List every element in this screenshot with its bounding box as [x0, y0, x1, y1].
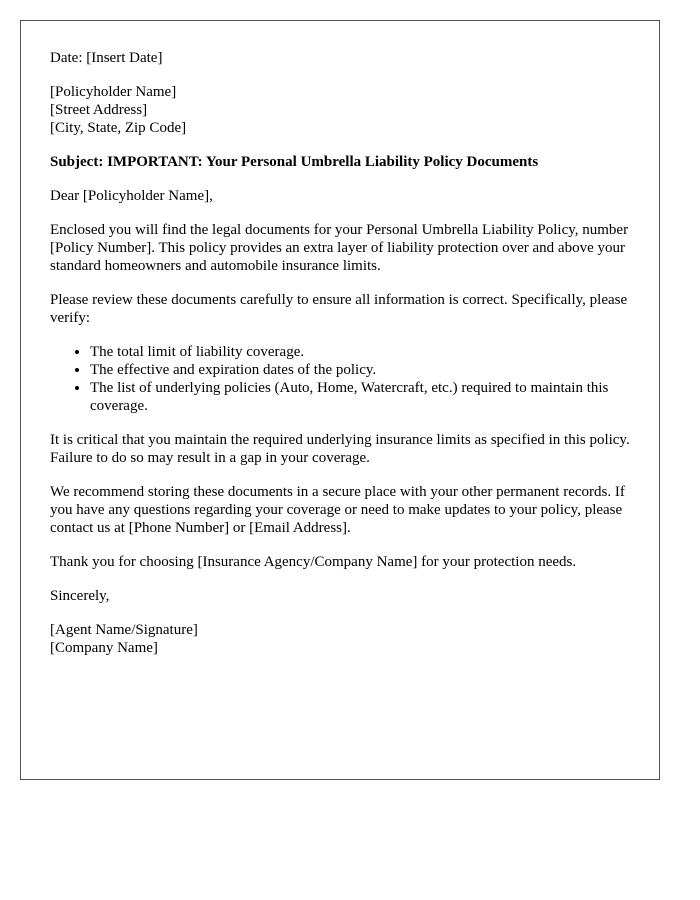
paragraph-storage-contact: We recommend storing these documents in a secure place with your other permanent records. If you have any questions regarding your coverage or need to make updates to your policy, please contact us at [Phone Number] or [Email Address]. [50, 484, 625, 536]
verify-item-liability-limit: • The total limit of liability coverage. [90, 343, 635, 361]
verify-list [50, 343, 635, 415]
salutation: Dear [Policyholder Name], [50, 188, 213, 204]
subject-line: Subject: IMPORTANT: Your Personal Umbrella Liability Policy Documents [50, 154, 539, 170]
paragraph-review-request: Please review these documents carefully to ensure all information is correct. Specifically, please verify: [50, 292, 628, 326]
letter-body [50, 49, 635, 673]
letter-frame [20, 20, 660, 780]
date-line: Date: [Insert Date] [50, 50, 163, 66]
paragraph-thank-you: Thank you for choosing [Insurance Agency/Company Name] for your protection needs. [50, 554, 577, 570]
recipient-city: [City, State, Zip Code] [50, 120, 187, 136]
signature-company: [Company Name] [50, 640, 158, 656]
signature-agent: [Agent Name/Signature] [50, 622, 198, 638]
recipient-name: [Policyholder Name] [50, 84, 177, 100]
recipient-street: [Street Address] [50, 102, 148, 118]
signature-block [50, 621, 635, 657]
verify-item-policy-dates: • The effective and expiration dates of the policy. [90, 361, 635, 379]
verify-item-underlying-policies: • The list of underlying policies (Auto, Home, Watercraft, etc.) required to maintain this coverage. [90, 379, 635, 415]
closing: Sincerely, [50, 588, 110, 604]
paragraph-enclosed-documents: Enclosed you will find the legal documents for your Personal Umbrella Liability Policy, number [Policy Number]. This policy provides an extra layer of liability protection over and above your standard homeowners and automobile insurance limits. [50, 222, 629, 274]
paragraph-underlying-limits: It is critical that you maintain the required underlying insurance limits as specified in this policy. Failure to do so may result in a gap in your coverage. [50, 432, 630, 466]
recipient-address [50, 83, 635, 137]
